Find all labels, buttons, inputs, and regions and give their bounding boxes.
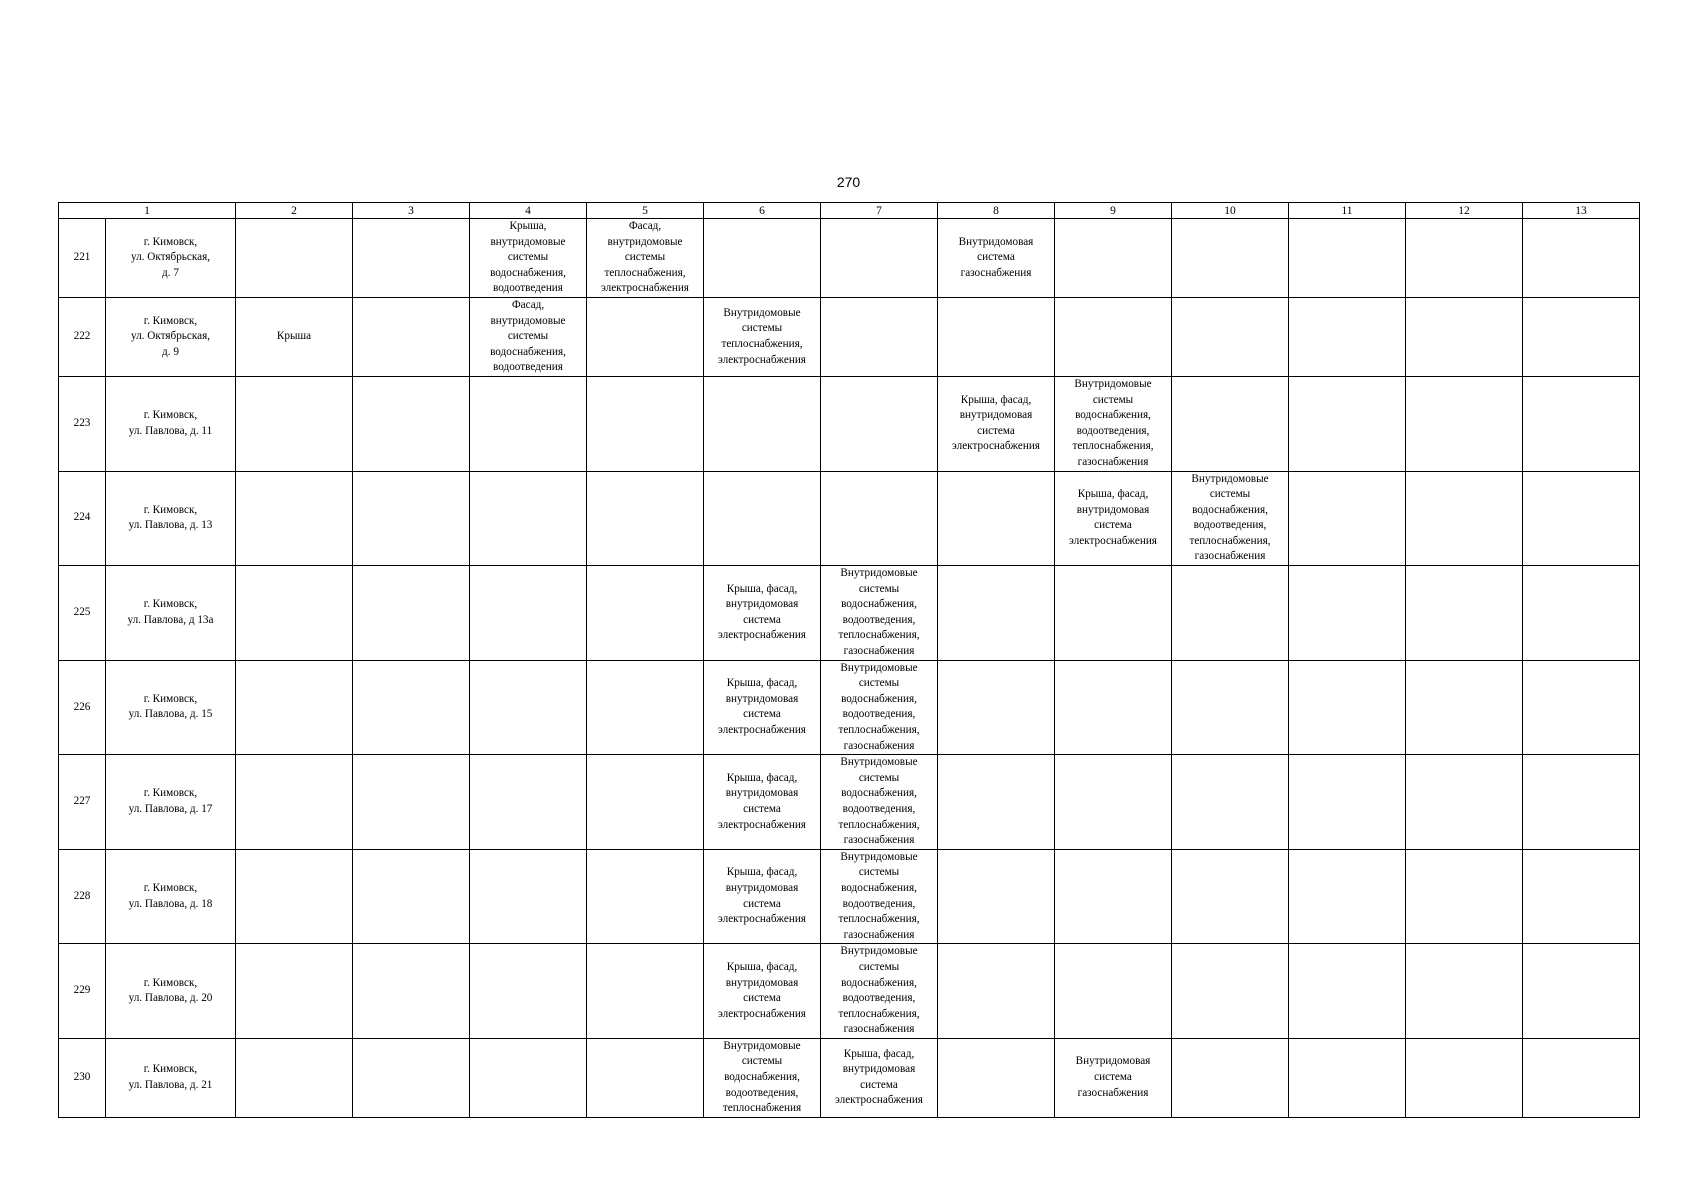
table-row [59,376,1640,471]
work-cell: Фасад, внутридомовые системы теплоснабжения, электроснабжения [587,219,704,298]
row-address: г. Кимовск, ул. Павлова, д. 11 [106,376,236,471]
work-cell: Крыша, фасад, внутридомовая система электроснабжения [821,1038,938,1117]
table-row [59,566,1640,661]
row-number: 228 [59,849,106,944]
work-cell [821,376,938,471]
table-row [59,1038,1640,1117]
column-header: 10 [1172,203,1289,219]
work-cell: Крыша, фасад, внутридомовая система электроснабжения [1055,471,1172,566]
work-cell [1172,219,1289,298]
table-row [59,944,1640,1039]
work-cell [704,376,821,471]
work-cell [1406,376,1523,471]
work-cell [1406,944,1523,1039]
work-cell: Внутридомовые системы водоснабжения, водоотведения, теплоснабжения, газоснабжения [821,566,938,661]
work-cell: Крыша, фасад, внутридомовая система электроснабжения [704,849,821,944]
work-cell [587,660,704,755]
work-cell: Крыша, фасад, внутридомовая система электроснабжения [704,944,821,1039]
work-cell [1289,219,1406,298]
work-cell [1172,755,1289,850]
column-header: 9 [1055,203,1172,219]
row-address: г. Кимовск, ул. Октябрьская, д. 9 [106,297,236,376]
work-cell [704,219,821,298]
column-header: 1 [59,203,236,219]
table-row [59,660,1640,755]
column-header: 12 [1406,203,1523,219]
work-cell [587,376,704,471]
work-cell [587,944,704,1039]
work-cell [938,566,1055,661]
row-number: 230 [59,1038,106,1117]
works-table [58,202,1640,1118]
row-number: 229 [59,944,106,1039]
work-cell [938,297,1055,376]
row-address: г. Кимовск, ул. Павлова, д. 21 [106,1038,236,1117]
work-cell [1055,944,1172,1039]
work-cell [1523,755,1640,850]
work-cell [938,755,1055,850]
table-row [59,849,1640,944]
work-cell: Внутридомовая система газоснабжения [938,219,1055,298]
work-cell [1055,566,1172,661]
work-cell [470,944,587,1039]
table-row [59,755,1640,850]
column-header: 3 [353,203,470,219]
work-cell [236,1038,353,1117]
work-cell [1055,297,1172,376]
table-body [59,219,1640,1118]
work-cell [1289,755,1406,850]
work-cell [1289,849,1406,944]
row-address: г. Кимовск, ул. Павлова, д. 13 [106,471,236,566]
work-cell [236,471,353,566]
work-cell [236,566,353,661]
work-cell [470,1038,587,1117]
work-cell [1289,660,1406,755]
work-cell [1406,297,1523,376]
work-cell: Крыша, фасад, внутридомовая система электроснабжения [704,566,821,661]
row-address: г. Кимовск, ул. Павлова, д. 18 [106,849,236,944]
work-cell [1289,471,1406,566]
work-cell [353,566,470,661]
work-cell [1523,944,1640,1039]
work-cell [236,944,353,1039]
work-cell [1523,219,1640,298]
work-cell [1172,376,1289,471]
work-cell [470,566,587,661]
work-cell [470,755,587,850]
column-header: 4 [470,203,587,219]
work-cell [1523,566,1640,661]
work-cell [1523,376,1640,471]
work-cell [1289,297,1406,376]
work-cell [1523,1038,1640,1117]
column-header: 5 [587,203,704,219]
work-cell: Внутридомовые системы водоснабжения, водоотведения, теплоснабжения [704,1038,821,1117]
table-header [59,203,1640,219]
work-cell [938,660,1055,755]
work-cell [1406,849,1523,944]
work-cell [587,1038,704,1117]
row-address: г. Кимовск, ул. Павлова, д. 20 [106,944,236,1039]
row-address: г. Кимовск, ул. Октябрьская, д. 7 [106,219,236,298]
work-cell [1406,219,1523,298]
work-cell [1055,660,1172,755]
work-cell [236,376,353,471]
column-header: 8 [938,203,1055,219]
work-cell: Внутридомовые системы теплоснабжения, электроснабжения [704,297,821,376]
work-cell [1172,660,1289,755]
work-cell [1172,566,1289,661]
row-number: 221 [59,219,106,298]
work-cell [1406,471,1523,566]
work-cell: Крыша, фасад, внутридомовая система электроснабжения [704,755,821,850]
work-cell [470,849,587,944]
work-cell [353,1038,470,1117]
work-cell [353,219,470,298]
work-cell [938,849,1055,944]
table-row [59,297,1640,376]
work-cell [821,297,938,376]
work-cell [587,849,704,944]
work-cell [1289,566,1406,661]
work-cell [1172,1038,1289,1117]
work-cell [470,660,587,755]
row-number: 226 [59,660,106,755]
work-cell [353,297,470,376]
work-cell [1523,471,1640,566]
work-cell [353,755,470,850]
work-cell [1289,376,1406,471]
table-row [59,219,1640,298]
work-cell [353,471,470,566]
work-cell: Внутридомовые системы водоснабжения, водоотведения, теплоснабжения, газоснабжения [1055,376,1172,471]
work-cell [587,297,704,376]
work-cell: Внутридомовая система газоснабжения [1055,1038,1172,1117]
work-cell [470,376,587,471]
work-cell [353,660,470,755]
row-number: 223 [59,376,106,471]
work-cell [821,219,938,298]
column-header: 6 [704,203,821,219]
work-cell [1055,849,1172,944]
work-cell: Крыша [236,297,353,376]
row-address: г. Кимовск, ул. Павлова, д. 17 [106,755,236,850]
work-cell: Внутридомовые системы водоснабжения, водоотведения, теплоснабжения, газоснабжения [1172,471,1289,566]
column-header: 13 [1523,203,1640,219]
work-cell [1523,849,1640,944]
work-cell: Внутридомовые системы водоснабжения, водоотведения, теплоснабжения, газоснабжения [821,849,938,944]
row-address: г. Кимовск, ул. Павлова, д. 15 [106,660,236,755]
work-cell [938,1038,1055,1117]
work-cell [587,471,704,566]
row-number: 225 [59,566,106,661]
work-cell [1523,660,1640,755]
column-header: 11 [1289,203,1406,219]
work-cell: Внутридомовые системы водоснабжения, водоотведения, теплоснабжения, газоснабжения [821,660,938,755]
work-cell: Крыша, внутридомовые системы водоснабжения, водоотведения [470,219,587,298]
work-cell [1406,566,1523,661]
column-header: 7 [821,203,938,219]
work-cell [353,944,470,1039]
row-number: 222 [59,297,106,376]
work-cell [236,660,353,755]
work-cell [1172,849,1289,944]
work-cell [1406,660,1523,755]
work-cell [1523,297,1640,376]
column-header: 2 [236,203,353,219]
work-cell: Фасад, внутридомовые системы водоснабжения, водоотведения [470,297,587,376]
work-cell [1055,755,1172,850]
work-cell [938,944,1055,1039]
work-cell [1406,1038,1523,1117]
work-cell: Внутридомовые системы водоснабжения, водоотведения, теплоснабжения, газоснабжения [821,944,938,1039]
row-address: г. Кимовск, ул. Павлова, д 13а [106,566,236,661]
work-cell [470,471,587,566]
work-cell [1289,944,1406,1039]
work-cell [236,755,353,850]
work-cell: Крыша, фасад, внутридомовая система электроснабжения [704,660,821,755]
work-cell [1406,755,1523,850]
work-cell [1172,944,1289,1039]
work-cell [1055,219,1172,298]
row-number: 227 [59,755,106,850]
work-cell [587,566,704,661]
work-cell [587,755,704,850]
work-cell [821,471,938,566]
work-cell [1289,1038,1406,1117]
row-number: 224 [59,471,106,566]
work-cell [236,849,353,944]
work-cell [1172,297,1289,376]
table-row [59,471,1640,566]
work-cell: Внутридомовые системы водоснабжения, водоотведения, теплоснабжения, газоснабжения [821,755,938,850]
work-cell [938,471,1055,566]
work-cell: Крыша, фасад, внутридомовая система электроснабжения [938,376,1055,471]
work-cell [704,471,821,566]
work-cell [353,849,470,944]
page-number: 270 [836,174,861,190]
work-cell [236,219,353,298]
work-cell [353,376,470,471]
